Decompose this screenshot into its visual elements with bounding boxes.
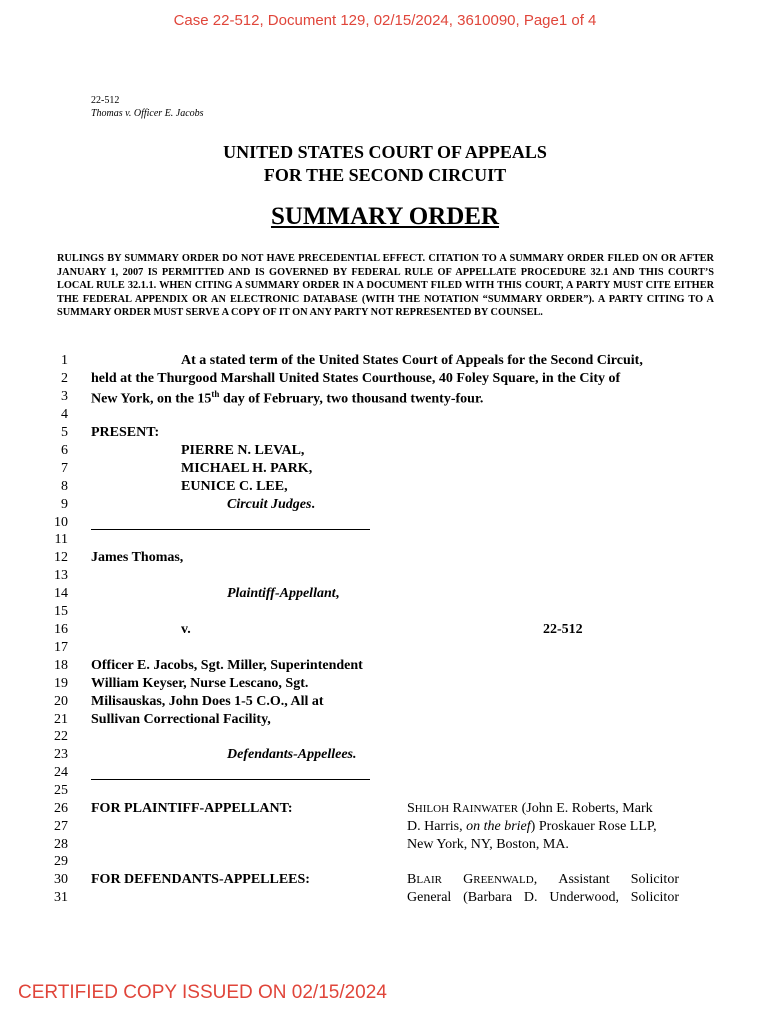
line-number: 8: [61, 479, 68, 494]
line-number: 13: [54, 568, 68, 583]
counsel-plaintiff-line-3: New York, NY, Boston, MA.: [407, 837, 569, 852]
defendant-line: William Keyser, Nurse Lescano, Sgt.: [91, 676, 309, 691]
versus: v.: [181, 622, 191, 637]
present-label: PRESENT:: [91, 425, 160, 440]
line-number: 10: [54, 515, 68, 530]
line-number: 1: [61, 353, 68, 368]
counsel-text: Assistant: [558, 872, 610, 887]
counsel-defendant-name-last: GREENWALD,: [463, 872, 538, 887]
counsel-plaintiff-line-1: [407, 801, 653, 817]
counsel-text: ) Proskauer Rose LLP,: [530, 819, 657, 834]
line-number: 14: [54, 586, 68, 601]
line-number: 17: [54, 640, 68, 655]
intro-line-2: held at the Thurgood Marshall United States Courthouse, 40 Foley Square, in the City of: [91, 371, 621, 386]
judge-name: MICHAEL H. PARK,: [181, 461, 313, 476]
counsel-text: Solicitor: [630, 872, 679, 887]
short-caption: Thomas v. Officer E. Jacobs: [91, 108, 204, 119]
line-number: 21: [54, 712, 68, 727]
line-number: 25: [54, 783, 68, 798]
counsel-text: Underwood,: [549, 890, 619, 905]
defendants-role: Defendants-Appellees.: [227, 747, 357, 762]
counsel-initial: G: [463, 872, 474, 887]
counsel-defendants-label: FOR DEFENDANTS-APPELLEES:: [91, 872, 310, 887]
counsel-smallcaps: LAIR: [416, 874, 443, 886]
line-number: 5: [61, 425, 68, 440]
intro-date-post: day of February, two thousand twenty-four.: [219, 391, 484, 407]
judges-title-punct: .: [311, 497, 315, 512]
line-number: 12: [54, 550, 68, 565]
judges-title-text: Circuit Judges: [227, 497, 312, 512]
counsel-smallcaps: AINWATER: [461, 803, 519, 815]
counsel-smallcaps: HILOH: [414, 803, 450, 815]
line-number: 7: [61, 461, 68, 476]
line-number: 29: [54, 854, 68, 869]
line-number: 3: [61, 389, 68, 404]
counsel-text-italic: on the brief: [466, 819, 531, 834]
line-number: 11: [54, 532, 68, 547]
line-number: 4: [61, 407, 68, 422]
line-number: 19: [54, 676, 68, 691]
line-number: 24: [54, 765, 68, 780]
line-number: 2: [61, 371, 68, 386]
judge-name: PIERRE N. LEVAL,: [181, 443, 305, 458]
intro-line-3: [91, 389, 483, 408]
caption-divider-top: [91, 529, 370, 530]
caption-divider-bottom: [91, 779, 370, 780]
case-number: 22-512: [543, 622, 583, 637]
counsel-smallcaps: REENWALD: [473, 874, 534, 886]
defendant-line: Officer E. Jacobs, Sgt. Miller, Superintendent: [91, 658, 363, 673]
line-number: 31: [54, 890, 68, 905]
counsel-text: D. Harris,: [407, 819, 467, 834]
counsel-initial: B: [407, 872, 417, 887]
counsel-plaintiff-label: FOR PLAINTIFF-APPELLANT:: [91, 801, 293, 816]
court-heading: [0, 141, 770, 187]
counsel-text: General: [407, 890, 452, 905]
docket-block: [91, 94, 204, 120]
counsel-initial: S: [407, 801, 415, 816]
counsel-defendants-line-1: [407, 872, 679, 888]
intro-line-1: At a stated term of the United States Court of Appeals for the Second Circuit,: [181, 353, 643, 368]
docket-number: 22-512: [91, 95, 120, 106]
line-number: 18: [54, 658, 68, 673]
judge-name: EUNICE C. LEE,: [181, 479, 288, 494]
counsel-defendants-line-2: [407, 890, 679, 906]
defendant-line: Sullivan Correctional Facility,: [91, 712, 271, 727]
intro-date-pre: New York, on the 15: [91, 391, 212, 407]
line-number: 6: [61, 443, 68, 458]
plaintiff-role-text: Plaintiff-Appellant: [227, 586, 336, 601]
defendant-line: Milisauskas, John Does 1-5 C.O., All at: [91, 694, 324, 709]
case-stamp-header: Case 22-512, Document 129, 02/15/2024, 3610090, Page1 of 4: [173, 12, 597, 29]
document-title: SUMMARY ORDER: [270, 203, 500, 230]
counsel-text: (Barbara: [463, 890, 513, 905]
court-name-line: UNITED STATES COURT OF APPEALS: [223, 142, 547, 162]
counsel-defendant-name-first: [407, 872, 442, 888]
counsel-text: (John E. Roberts, Mark: [518, 801, 653, 816]
line-number: 28: [54, 837, 68, 852]
counsel-initial: R: [452, 801, 462, 816]
line-number: 20: [54, 694, 68, 709]
certified-copy-stamp: CERTIFIED COPY ISSUED ON 02/15/2024: [18, 982, 387, 1003]
counsel-text: Solicitor: [630, 890, 679, 905]
line-number: 16: [54, 622, 68, 637]
intro-ordinal: th: [211, 389, 220, 399]
plaintiff-role-punct: ,: [335, 586, 340, 601]
counsel-plaintiff-line-2: [407, 819, 657, 835]
plaintiff-name: James Thomas,: [91, 550, 184, 565]
line-number: 22: [54, 729, 68, 744]
line-number: 9: [61, 497, 68, 512]
circuit-name-line: FOR THE SECOND CIRCUIT: [263, 165, 507, 185]
line-number: 15: [54, 604, 68, 619]
line-number: 26: [54, 801, 68, 816]
line-number: 30: [54, 872, 68, 887]
counsel-text: D.: [523, 890, 538, 905]
precedential-notice: RULINGS BY SUMMARY ORDER DO NOT HAVE PRECEDENTIAL EFFECT. CITATION TO A SUMMARY ORDER FILED ON OR AFTER JANUARY 1, 2007 IS PERMITTED AND IS GOVERNED BY FEDERAL RULE OF APPELLATE PROCEDURE 32.1 AND THIS COURT’S LOCAL RULE 32.1.1. WHEN CITING A SUMMARY ORDER IN A DOCUMENT FILED WITH THIS COURT, A PARTY MUST CITE EITHER THE FEDERAL APPENDIX OR AN ELECTRONIC DATABASE (WITH THE NOTATION “SUMMARY ORDER”). A PARTY CITING TO A SUMMARY ORDER MUST SERVE A COPY OF IT ON ANY PARTY NOT REPRESENTED BY COUNSEL.: [57, 253, 714, 319]
plaintiff-role: [227, 586, 339, 602]
line-number: 23: [54, 747, 68, 762]
judges-title: [227, 497, 315, 513]
line-number: 27: [54, 819, 68, 834]
